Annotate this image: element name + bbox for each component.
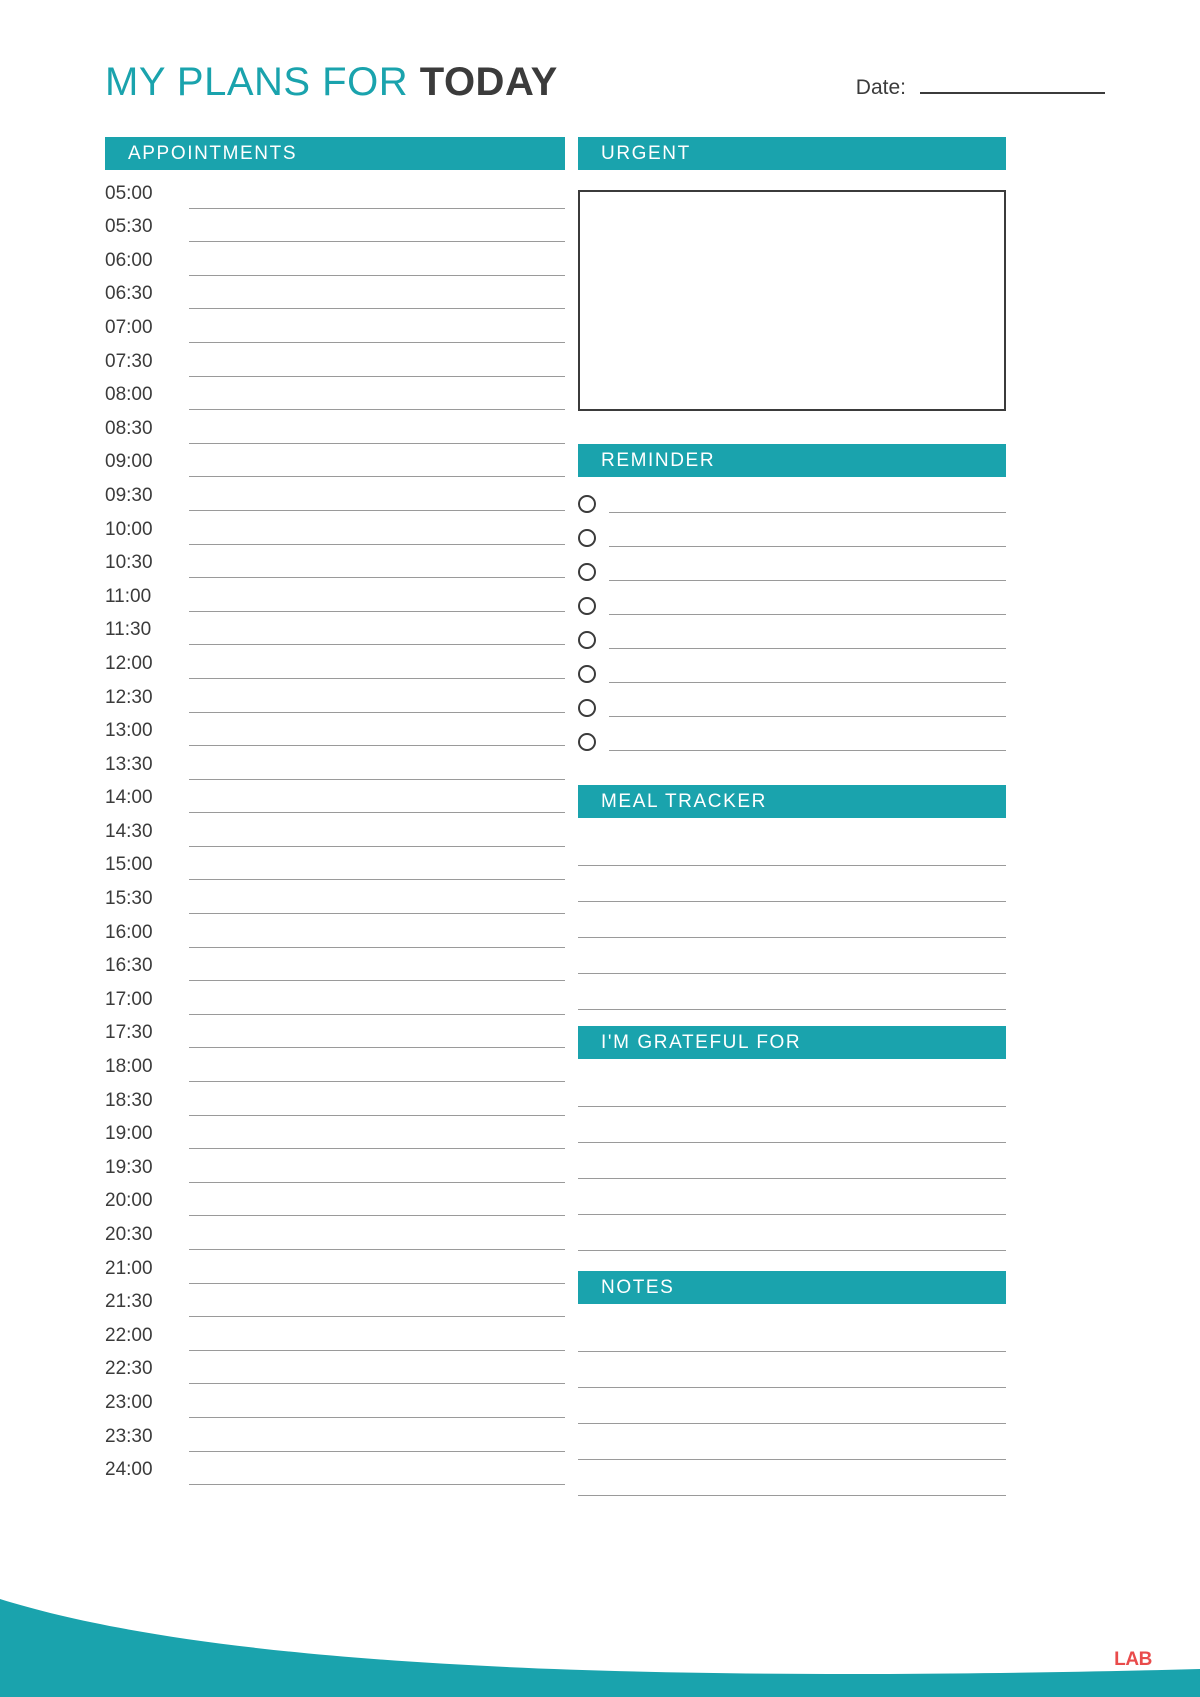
checkbox-circle-icon[interactable] — [578, 699, 596, 717]
appointment-row[interactable] — [105, 1317, 565, 1351]
appointment-time-label: 05:30 — [105, 216, 153, 238]
appointment-time-label: 20:30 — [105, 1224, 153, 1245]
reminder-heading — [578, 444, 1006, 477]
reminder-write-line[interactable] — [609, 564, 1006, 581]
reminder-write-line[interactable] — [609, 530, 1006, 547]
footer-wave — [0, 1547, 1200, 1697]
appointment-row[interactable] — [105, 343, 565, 377]
reminder-row[interactable] — [578, 623, 1006, 657]
appointment-row[interactable] — [105, 511, 565, 545]
appointment-write-line[interactable] — [189, 954, 565, 981]
appointment-write-line[interactable] — [189, 753, 565, 780]
appointment-write-line[interactable] — [189, 182, 565, 209]
appointment-row[interactable] — [105, 309, 565, 343]
grateful-lines — [578, 1071, 1006, 1251]
appointment-time-label: 16:30 — [105, 955, 153, 977]
appointment-row[interactable] — [105, 1048, 565, 1082]
appointment-row[interactable] — [105, 981, 565, 1015]
appointment-time-label: 12:00 — [105, 652, 153, 674]
appointment-time-label: 17:00 — [105, 988, 153, 1010]
appointment-write-line[interactable] — [189, 1425, 565, 1452]
brand-suffix-text: LAB — [1114, 1649, 1152, 1670]
page-title-bold: TODAY — [419, 60, 558, 104]
notes-heading-label: NOTES — [601, 1276, 675, 1298]
appointment-write-line[interactable] — [189, 820, 565, 847]
notes-write-line[interactable] — [578, 1352, 1006, 1388]
date-field[interactable] — [856, 76, 1105, 100]
appointment-write-line[interactable] — [189, 484, 565, 511]
notes-write-line[interactable] — [578, 1424, 1006, 1460]
appointment-write-line[interactable] — [189, 618, 565, 645]
appointment-row[interactable] — [105, 1384, 565, 1418]
brand-name — [1035, 1650, 1152, 1669]
appointments-list — [105, 175, 565, 1485]
appointments-heading — [105, 137, 565, 170]
notes-lines — [578, 1316, 1006, 1496]
appointment-time-label: 10:00 — [105, 518, 153, 540]
reminder-row[interactable] — [578, 657, 1006, 691]
urgent-heading-label: URGENT — [601, 142, 691, 164]
appointment-row[interactable] — [105, 276, 565, 310]
appointment-time-label: 13:00 — [105, 720, 153, 742]
urgent-heading — [578, 137, 1006, 170]
appointment-time-label: 12:30 — [105, 686, 153, 708]
appointment-time-label: 09:00 — [105, 451, 153, 473]
appointment-write-line[interactable] — [189, 988, 565, 1015]
appointment-row[interactable] — [105, 813, 565, 847]
appointment-time-label: 19:00 — [105, 1123, 153, 1145]
appointment-row[interactable] — [105, 713, 565, 747]
appointment-write-line[interactable] — [189, 1055, 565, 1082]
appointment-time-label: 05:00 — [105, 182, 153, 204]
appointment-time-label: 13:30 — [105, 753, 153, 775]
appointment-write-line[interactable] — [189, 350, 565, 377]
reminder-write-line[interactable] — [609, 666, 1006, 683]
grateful-heading — [578, 1026, 1006, 1059]
appointment-write-line[interactable] — [189, 786, 565, 813]
appointment-time-label: 23:00 — [105, 1391, 153, 1413]
appointment-time-label: 16:00 — [105, 921, 153, 943]
reminder-row[interactable] — [578, 521, 1006, 555]
appointment-row[interactable] — [105, 1015, 565, 1049]
appointment-time-label: 18:30 — [105, 1089, 153, 1111]
grateful-write-line[interactable] — [578, 1215, 1006, 1251]
appointment-time-label: 14:00 — [105, 787, 153, 809]
page-title-teal: MY PLANS FOR — [105, 60, 420, 104]
meal-tracker-heading — [578, 785, 1006, 818]
appointment-time-label: 06:00 — [105, 249, 153, 271]
grateful-write-line[interactable] — [578, 1107, 1006, 1143]
grateful-write-line[interactable] — [578, 1179, 1006, 1215]
appointment-row[interactable] — [105, 1149, 565, 1183]
appointment-row[interactable] — [105, 410, 565, 444]
appointment-time-label: 20:00 — [105, 1190, 153, 1212]
meal-tracker-lines — [578, 830, 1006, 1010]
appointment-write-line[interactable] — [189, 1122, 565, 1149]
appointment-write-line[interactable] — [189, 1324, 565, 1351]
appointment-time-label: 15:00 — [105, 854, 153, 876]
appointment-row[interactable] — [105, 175, 565, 209]
appointment-write-line[interactable] — [189, 316, 565, 343]
appointment-write-line[interactable] — [189, 1021, 565, 1048]
appointment-row[interactable] — [105, 645, 565, 679]
appointment-time-label: 22:30 — [105, 1358, 153, 1380]
checkbox-circle-icon[interactable] — [578, 597, 596, 615]
appointment-time-label: 21:30 — [105, 1291, 153, 1313]
reminder-heading-label: REMINDER — [601, 449, 716, 471]
appointment-write-line[interactable] — [189, 1290, 565, 1317]
notes-heading — [578, 1271, 1006, 1304]
appointment-time-label: 19:30 — [105, 1156, 153, 1178]
checkbox-circle-icon[interactable] — [578, 665, 596, 683]
appointment-row[interactable] — [105, 914, 565, 948]
appointment-time-label: 21:00 — [105, 1257, 153, 1279]
appointment-row[interactable] — [105, 780, 565, 814]
appointment-time-label: 18:00 — [105, 1056, 153, 1078]
notes-write-line[interactable] — [578, 1316, 1006, 1352]
appointment-write-line[interactable] — [189, 215, 565, 242]
appointment-time-label: 11:30 — [105, 619, 152, 641]
page-title — [105, 60, 558, 105]
appointment-time-label: 10:30 — [105, 552, 153, 574]
appointment-time-label: 06:30 — [105, 283, 153, 305]
brand-created-by: CREATED BY — [1104, 1642, 1152, 1648]
appointment-time-label: 09:30 — [105, 484, 153, 506]
appointment-row[interactable] — [105, 545, 565, 579]
appointment-row[interactable] — [105, 1452, 565, 1486]
grateful-write-line[interactable] — [578, 1071, 1006, 1107]
brand-logo — [1035, 1642, 1152, 1669]
appointments-heading-label: APPOINTMENTS — [128, 142, 298, 164]
appointment-time-label: 14:30 — [105, 820, 153, 842]
appointment-row[interactable] — [105, 209, 565, 243]
appointment-row[interactable] — [105, 242, 565, 276]
appointment-row[interactable] — [105, 948, 565, 982]
reminder-row[interactable] — [578, 487, 1006, 521]
notes-write-line[interactable] — [578, 1388, 1006, 1424]
reminder-row[interactable] — [578, 555, 1006, 589]
appointment-write-line[interactable] — [189, 249, 565, 276]
appointment-time-label: 08:00 — [105, 384, 153, 406]
reminder-write-line[interactable] — [609, 632, 1006, 649]
reminder-row[interactable] — [578, 589, 1006, 623]
appointment-time-label: 08:30 — [105, 417, 153, 439]
checkbox-circle-icon[interactable] — [578, 529, 596, 547]
appointment-time-label: 11:00 — [105, 585, 152, 607]
meal-tracker-write-line[interactable] — [578, 938, 1006, 974]
appointment-row[interactable] — [105, 847, 565, 881]
appointment-row[interactable] — [105, 1082, 565, 1116]
checkbox-circle-icon[interactable] — [578, 563, 596, 581]
appointment-row[interactable] — [105, 477, 565, 511]
reminder-list — [578, 487, 1006, 759]
appointment-time-label: 17:30 — [105, 1022, 153, 1044]
appointment-write-line[interactable] — [189, 1189, 565, 1216]
reminder-write-line[interactable] — [609, 734, 1006, 751]
appointment-write-line[interactable] — [189, 1391, 565, 1418]
appointment-write-line[interactable] — [189, 383, 565, 410]
appointment-write-line[interactable] — [189, 551, 565, 578]
appointment-write-line[interactable] — [189, 1223, 565, 1250]
appointment-row[interactable] — [105, 679, 565, 713]
meal-tracker-write-line[interactable] — [578, 830, 1006, 866]
appointment-write-line[interactable] — [189, 282, 565, 309]
appointment-write-line[interactable] — [189, 1089, 565, 1116]
appointment-write-line[interactable] — [189, 719, 565, 746]
appointment-write-line[interactable] — [189, 853, 565, 880]
appointment-row[interactable] — [105, 1418, 565, 1452]
appointment-time-label: 22:00 — [105, 1324, 153, 1346]
page-header — [105, 60, 1105, 120]
appointment-row[interactable] — [105, 1216, 565, 1250]
appointment-row[interactable] — [105, 1116, 565, 1150]
appointment-write-line[interactable] — [189, 417, 565, 444]
checkbox-circle-icon[interactable] — [578, 733, 596, 751]
appointment-row[interactable] — [105, 578, 565, 612]
appointment-write-line[interactable] — [189, 1357, 565, 1384]
appointment-row[interactable] — [105, 1250, 565, 1284]
reminder-write-line[interactable] — [609, 496, 1006, 513]
appointment-row[interactable] — [105, 1351, 565, 1385]
grateful-heading-label: I'M GRATEFUL FOR — [601, 1031, 802, 1053]
appointment-write-line[interactable] — [189, 518, 565, 545]
appointment-time-label: 24:00 — [105, 1459, 153, 1481]
meal-tracker-write-line[interactable] — [578, 974, 1006, 1010]
meal-tracker-heading-label: MEAL TRACKER — [601, 790, 767, 812]
appointment-write-line[interactable] — [189, 652, 565, 679]
appointment-row[interactable] — [105, 612, 565, 646]
appointment-write-line[interactable] — [189, 1458, 565, 1485]
date-label: Date: — [855, 76, 906, 99]
appointment-time-label: 07:00 — [105, 316, 153, 338]
appointment-row[interactable] — [105, 1284, 565, 1318]
appointment-row[interactable] — [105, 444, 565, 478]
wave-shape — [0, 1547, 1200, 1697]
notes-write-line[interactable] — [578, 1460, 1006, 1496]
appointment-row[interactable] — [105, 1183, 565, 1217]
grateful-write-line[interactable] — [578, 1143, 1006, 1179]
appointment-time-label: 15:30 — [105, 888, 153, 910]
appointment-row[interactable] — [105, 746, 565, 780]
reminder-write-line[interactable] — [609, 700, 1006, 717]
appointment-write-line[interactable] — [189, 585, 565, 612]
checkbox-circle-icon[interactable] — [578, 495, 596, 513]
appointment-time-label: 23:30 — [105, 1425, 153, 1447]
date-input-line[interactable] — [920, 76, 1105, 94]
brand-name-text: Template — [1035, 1649, 1115, 1670]
appointment-write-line[interactable] — [189, 686, 565, 713]
reminder-write-line[interactable] — [609, 598, 1006, 615]
appointment-row[interactable] — [105, 880, 565, 914]
urgent-textbox[interactable] — [578, 190, 1006, 411]
appointment-write-line[interactable] — [189, 921, 565, 948]
checkbox-circle-icon[interactable] — [578, 631, 596, 649]
appointment-write-line[interactable] — [189, 887, 565, 914]
meal-tracker-write-line[interactable] — [578, 902, 1006, 938]
appointment-write-line[interactable] — [189, 1257, 565, 1284]
appointment-write-line[interactable] — [189, 450, 565, 477]
appointment-write-line[interactable] — [189, 1156, 565, 1183]
reminder-row[interactable] — [578, 691, 1006, 725]
meal-tracker-write-line[interactable] — [578, 866, 1006, 902]
reminder-row[interactable] — [578, 725, 1006, 759]
appointment-time-label: 07:30 — [105, 350, 153, 372]
appointment-row[interactable] — [105, 377, 565, 411]
